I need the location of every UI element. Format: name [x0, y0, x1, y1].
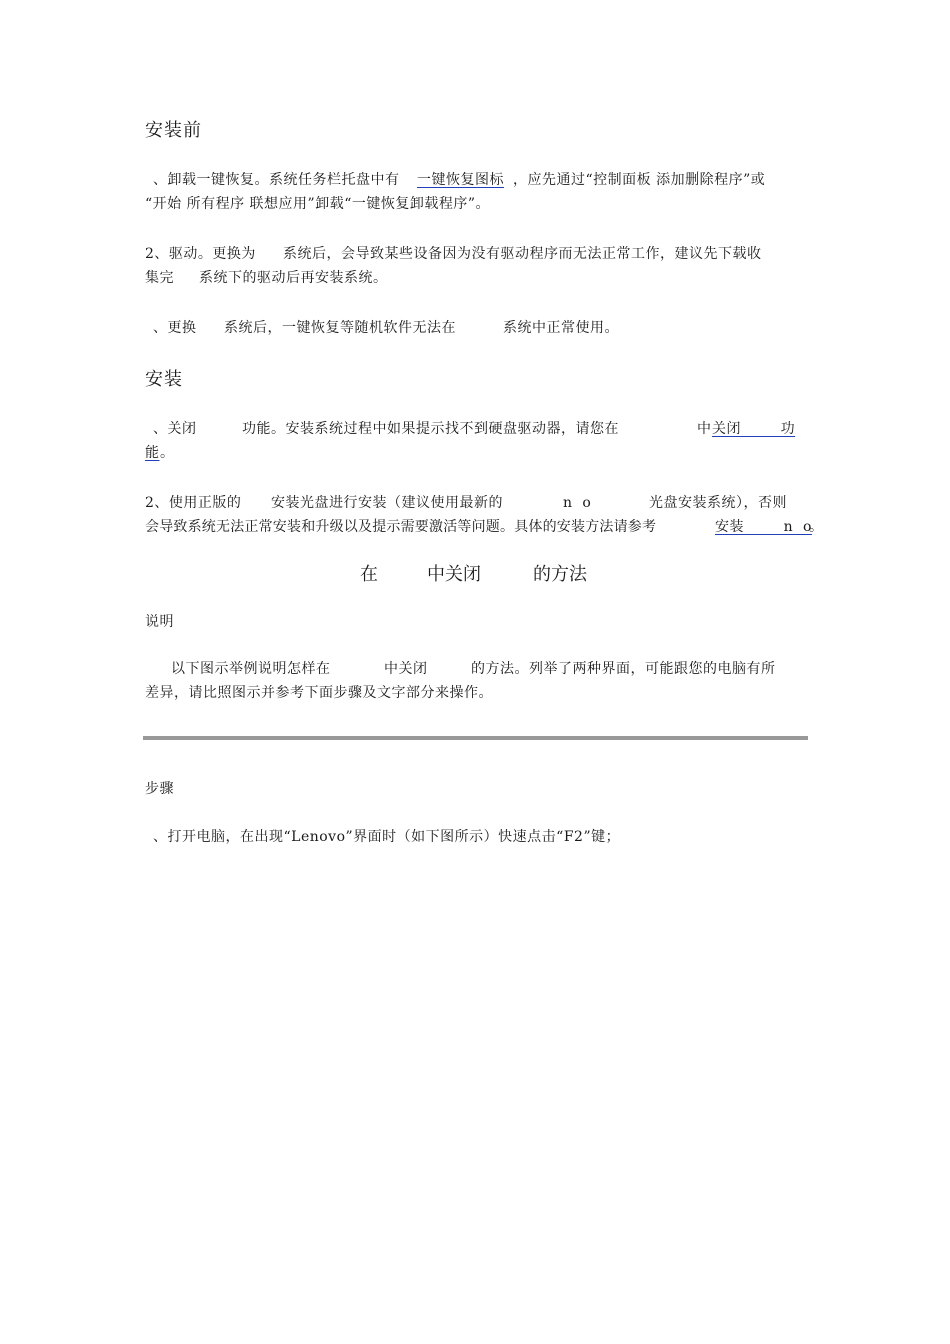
text-segment: 2、使用正版的: [145, 495, 242, 511]
paragraph-line: [145, 491, 810, 515]
paragraph-line: [145, 168, 810, 192]
text-segment: 、卸载一键恢复。系统任务栏托盘中有: [153, 172, 400, 188]
text-segment: 系统中正常使用。: [503, 320, 619, 336]
paragraph-line: [145, 242, 810, 266]
text-segment: 光盘安装系统），否则: [649, 495, 787, 511]
text-segment: 中关闭: [384, 661, 428, 677]
steps-label: 步骤: [145, 781, 174, 797]
text-segment: n o: [563, 495, 592, 511]
install-item-1: [145, 417, 810, 465]
before-install-item-3: [145, 316, 810, 340]
text-segment: 系统后，一键恢复等随机软件无法在: [224, 320, 456, 336]
install-guide-link[interactable]: 安装 n o: [715, 519, 812, 535]
paragraph-line: [145, 825, 810, 849]
text-segment: ，应先通过“控制面板 添加删除程序”或: [513, 172, 766, 188]
title-segment: 在: [360, 564, 378, 585]
text-segment: 中: [697, 421, 712, 437]
step-1: [145, 825, 810, 849]
horizontal-divider: [143, 736, 808, 740]
text-segment: 2、驱动。更换为: [145, 246, 256, 262]
paragraph-line: [145, 316, 810, 340]
recovery-icon-link[interactable]: 一键恢复图标: [417, 172, 504, 188]
text-segment: 、关闭: [153, 421, 197, 437]
text-segment: 系统后，会导致某些设备因为没有驱动程序而无法正常工作，建议先下载收: [283, 246, 762, 262]
paragraph-line: [145, 681, 810, 705]
text-segment: 。: [160, 445, 175, 461]
install-item-2: [145, 491, 824, 539]
before-install-item-1: [145, 168, 810, 216]
text-segment: 会导致系统无法正常安装和升级以及提示需要激活等问题。具体的安装方法请参考: [145, 519, 657, 535]
note-label: 说明: [145, 614, 174, 630]
title-segment: 的方法: [533, 564, 587, 585]
section-heading-install: 安装: [145, 369, 183, 390]
text-segment: 的方法。列举了两种界面，可能跟您的电脑有所: [471, 661, 776, 677]
paragraph-line: [145, 515, 824, 539]
disable-feature-link[interactable]: 关闭 功: [712, 421, 796, 437]
text-segment: 系统下的驱动后再安装系统。: [199, 270, 388, 286]
note-paragraph: [145, 657, 810, 705]
article-title: [145, 560, 810, 588]
paragraph-line: [145, 192, 810, 216]
text-segment: 以下图示举例说明怎样在: [171, 661, 331, 677]
text-segment: 。: [809, 519, 824, 535]
paragraph-line: [145, 266, 810, 290]
text-segment: 安装光盘进行安装（建议使用最新的: [271, 495, 503, 511]
paragraph-line: [145, 441, 810, 465]
text-segment: “开始 所有程序 联想应用”卸载“一键恢复卸载程序”。: [145, 196, 491, 212]
text-segment: 、打开电脑，在出现“Lenovo”界面时（如下图所示）快速点击“F2”键；: [153, 829, 621, 845]
paragraph-line: [145, 417, 810, 441]
section-heading-before-install: 安装前: [145, 120, 202, 141]
disable-feature-link-continued[interactable]: 能: [145, 445, 160, 461]
text-segment: 功能。安装系统过程中如果提示找不到硬盘驱动器，请您在: [242, 421, 619, 437]
before-install-item-2: [145, 242, 810, 290]
paragraph-line: [145, 657, 810, 681]
text-segment: 、更换: [153, 320, 197, 336]
text-segment: 差异，请比照图示并参考下面步骤及文字部分来操作。: [145, 685, 493, 701]
text-segment: 集完: [145, 270, 174, 286]
title-segment: 中关闭: [427, 564, 481, 585]
